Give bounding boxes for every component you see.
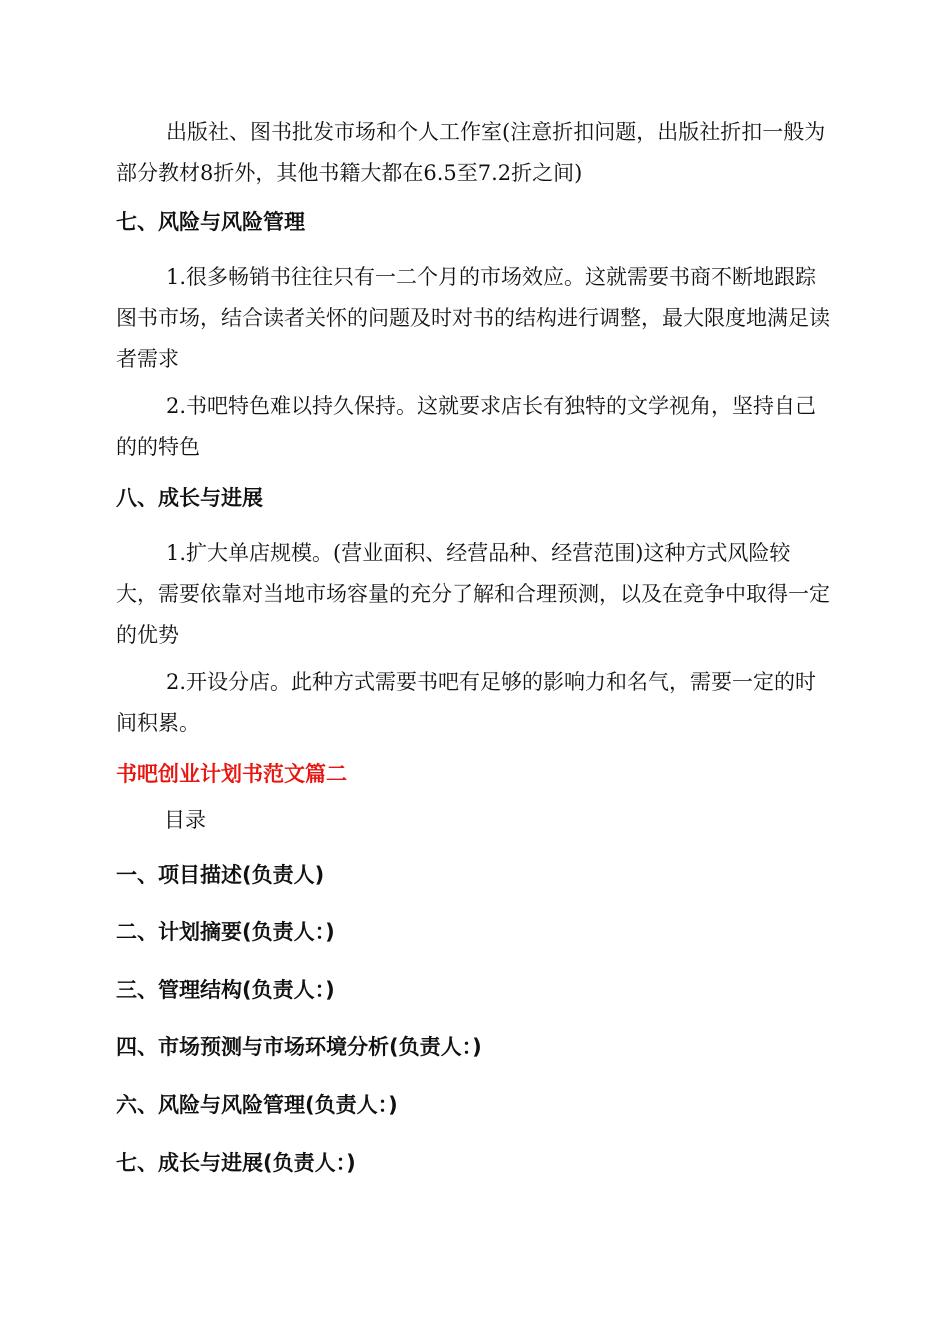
heading-growth: 八、成长与进展 [116,486,263,510]
intro-paragraph: 出版社、图书批发市场和个人工作室(注意折扣问题，出版社折扣一般为部分教材8折外，其他书籍大都在6.5至7.2折之间) [116,120,826,185]
toc-item: 三、管理结构(负责人：) [116,978,335,1002]
section-title: 书吧创业计划书范文篇二 [116,762,347,786]
toc-item: 七、成长与进展(负责人：) [116,1151,356,1175]
risk-paragraph-2: 2.书吧特色难以持久保持。这就要求店长有独特的文学视角，坚持自己的的特色 [116,394,817,459]
toc-item: 四、市场预测与市场环境分析(负责人：) [116,1035,482,1059]
toc-item: 一、项目描述(负责人) [116,863,325,887]
heading-risk-management: 七、风险与风险管理 [116,210,305,234]
risk-paragraph-1: 1.很多畅销书往往只有一二个月的市场效应。这就需要书商不断地跟踪图书市场，结合读者关怀的问题及时对书的结构进行调整，最大限度地满足读者需求 [116,265,830,371]
toc-item: 六、风险与风险管理(负责人：) [116,1093,398,1117]
growth-paragraph-1: 1.扩大单店规模。(营业面积、经营品种、经营范围)这种方式风险较大，需要依靠对当地市场容量的充分了解和合理预测，以及在竞争中取得一定的优势 [116,541,830,647]
toc-label: 目录 [164,808,206,832]
growth-paragraph-2: 2.开设分店。此种方式需要书吧有足够的影响力和名气，需要一定的时间积累。 [116,670,817,735]
toc-item: 二、计划摘要(负责人：) [116,920,335,944]
